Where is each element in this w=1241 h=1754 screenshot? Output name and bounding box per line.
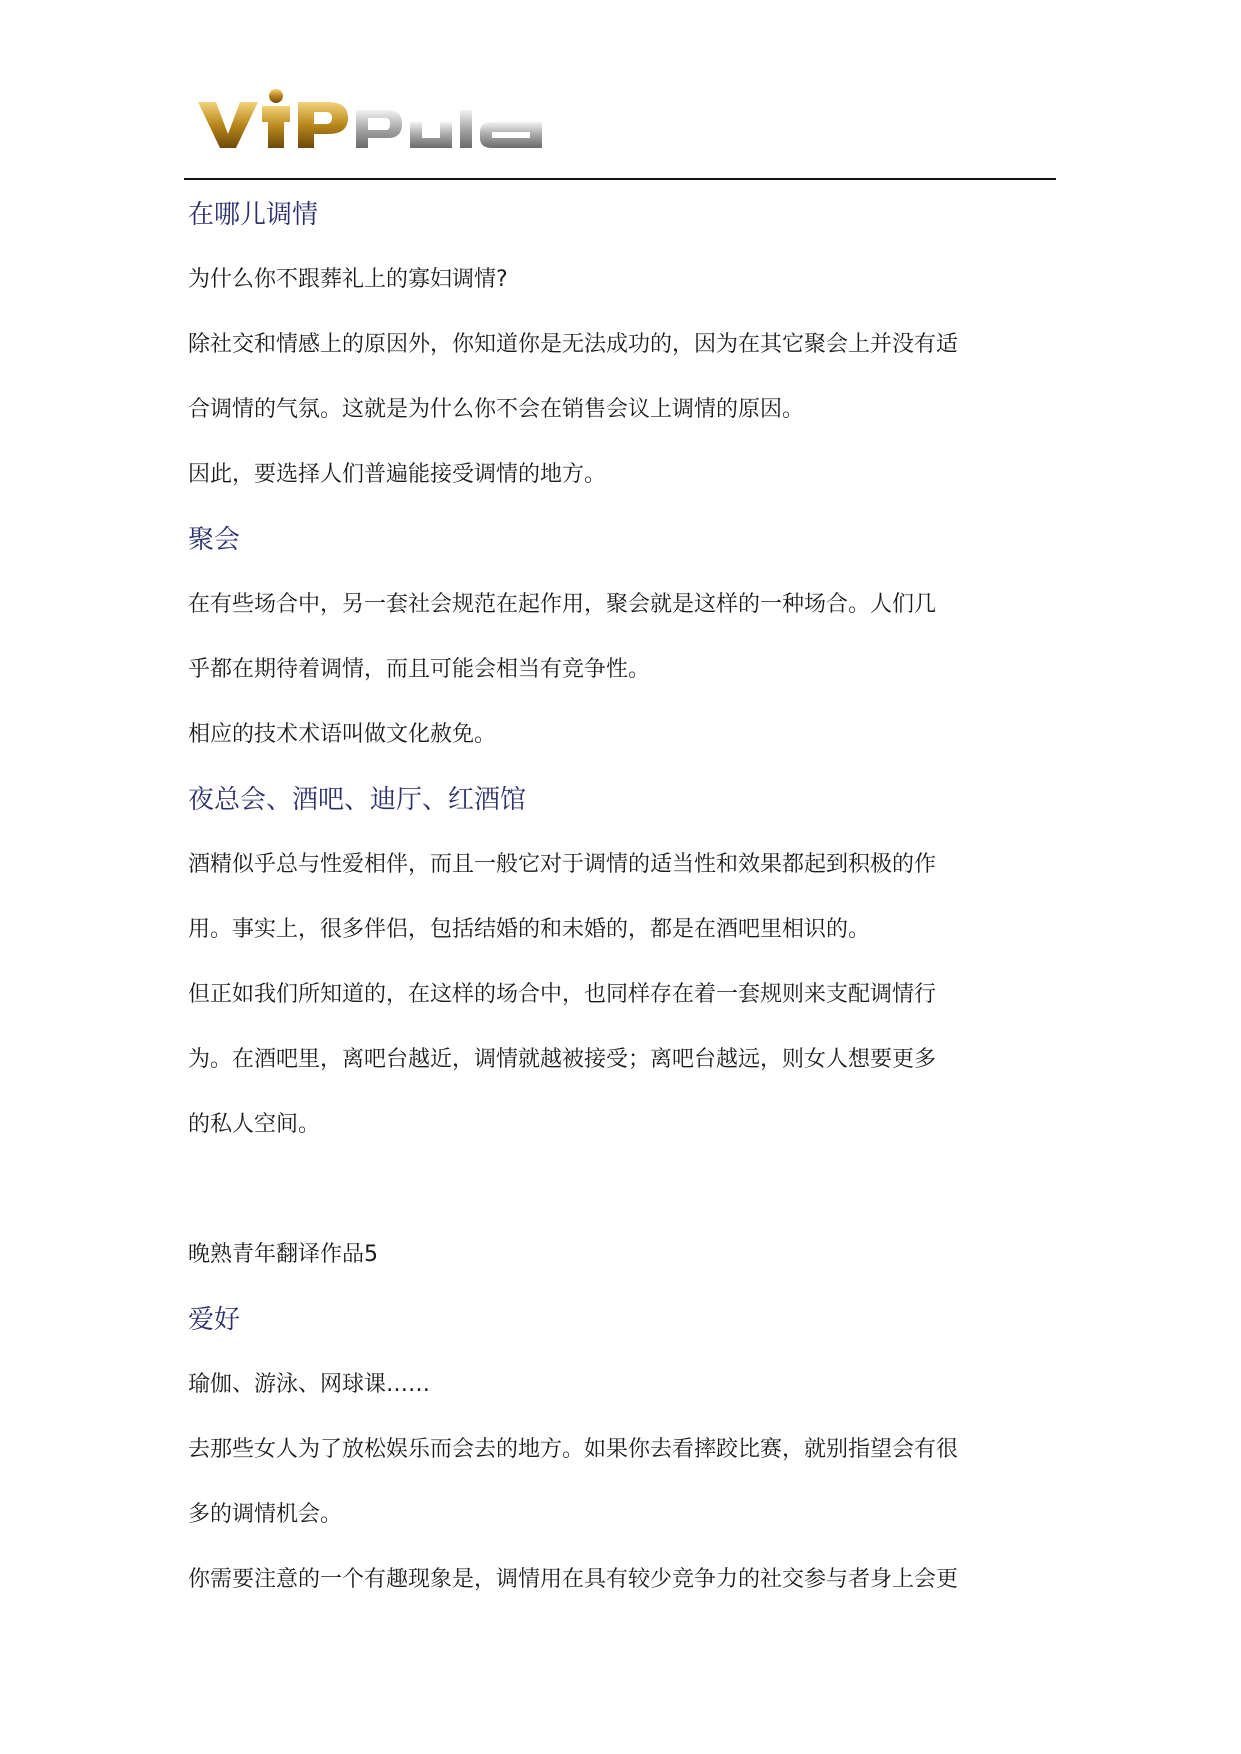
- heading-where-to-flirt: 在哪儿调情: [188, 200, 319, 230]
- paragraph-line: 用。事实上，很多伴侣，包括结婚的和未婚的，都是在酒吧里相识的。: [188, 917, 871, 942]
- paragraph-line: 的私人空间。: [188, 1112, 321, 1137]
- logo-gold-part: [198, 89, 348, 148]
- header-rule: [184, 178, 1056, 180]
- paragraph-line: 去那些女人为了放松娱乐而会去的地方。如果你去看摔跤比赛，就别指望会有很: [188, 1437, 959, 1462]
- paragraph-line: 但正如我们所知道的，在这样的场合中，也同样存在着一套规则来支配调情行: [188, 982, 937, 1007]
- heading-parties: 聚会: [188, 525, 241, 555]
- paragraph-line: 瑜伽、游泳、网球课……: [188, 1372, 431, 1397]
- paragraph-line: 合调情的气氛。这就是为什么你不会在销售会议上调情的原因。: [188, 397, 805, 422]
- paragraph-line: 你需要注意的一个有趣现象是，调情用在具有较少竞争力的社交参与者身上会更: [188, 1567, 959, 1592]
- paragraph-line: 为。在酒吧里，离吧台越近，调情就越被接受；离吧台越远，则女人想要更多: [188, 1047, 937, 1072]
- logo-silver-part: [356, 110, 542, 148]
- paragraph-line: 乎都在期待着调情，而且可能会相当有竞争性。: [188, 657, 651, 682]
- paragraph-line: 因此，要选择人们普遍能接受调情的地方。: [188, 462, 607, 487]
- paragraph-line: 相应的技术术语叫做文化赦免。: [188, 722, 497, 747]
- paragraph-line: 多的调情机会。: [188, 1502, 343, 1527]
- vippua-logo: [196, 88, 546, 154]
- blank-spacer: [188, 1170, 1048, 1235]
- paragraph-line: 在有些场合中，另一套社会规范在起作用，聚会就是这样的一种场合。人们几: [188, 592, 937, 617]
- article-body: [188, 195, 1048, 1625]
- paragraph-line: 为什么你不跟葬礼上的寡妇调情?: [188, 267, 508, 292]
- heading-hobbies: 爱好: [188, 1305, 241, 1335]
- paragraph-line: 酒精似乎总与性爱相伴，而且一般它对于调情的适当性和效果都起到积极的作: [188, 852, 937, 877]
- heading-nightclubs-bars: 夜总会、酒吧、迪厅、红酒馆: [188, 785, 527, 815]
- paragraph-line: 除社交和情感上的原因外，你知道你是无法成功的，因为在其它聚会上并没有适: [188, 332, 959, 357]
- translator-credit: 晚熟青年翻译作品5: [188, 1242, 378, 1267]
